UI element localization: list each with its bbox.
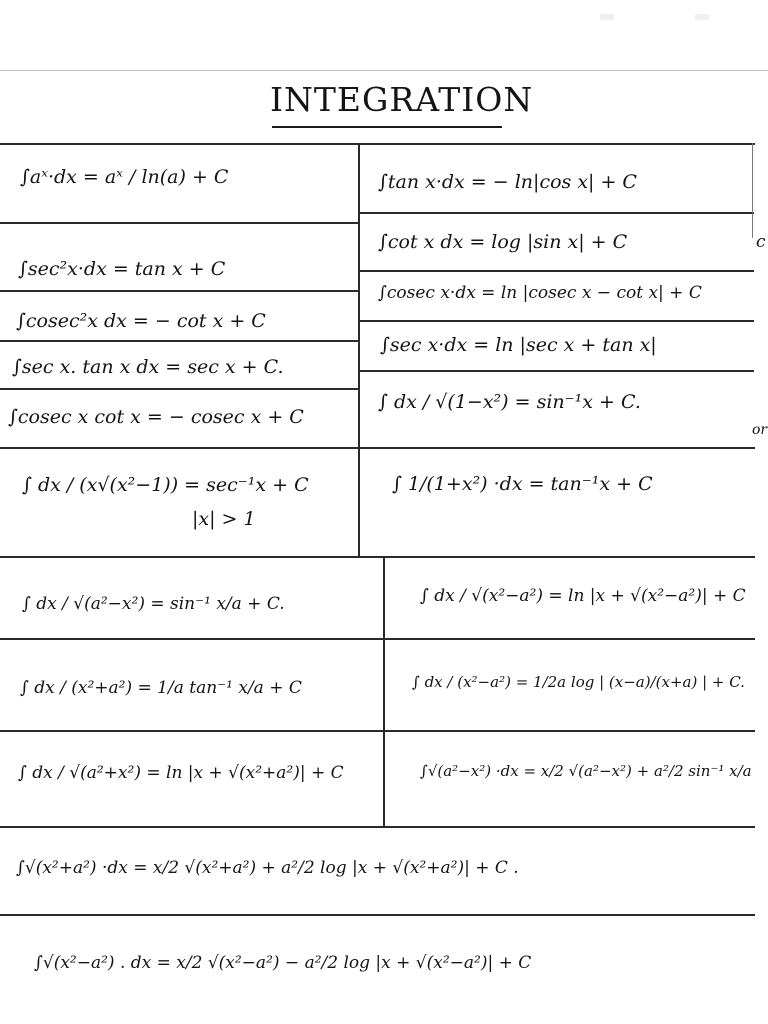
formula-arcsin-unit: ∫ dx / √(1−x²) = sin⁻¹x + C.: [378, 391, 641, 413]
top-margin-line: [0, 70, 768, 71]
table-rule: [360, 212, 754, 214]
page-title: INTEGRATION: [270, 80, 534, 119]
table-rule: [0, 388, 360, 390]
table-rule: [360, 370, 754, 372]
formula-ln-sqrt-plus: ∫ dx / √(a²+x²) = ln |x + √(x²+a²)| + C: [18, 763, 344, 783]
table-rule: [360, 270, 754, 272]
paper-speck: [695, 14, 709, 20]
table-rule: [0, 222, 360, 224]
formula-sqrt-x2-minus-a2: ∫√(x²−a²) . dx = x/2 √(x²−a²) − a²/2 log |x + √(x²−a²)| + C: [34, 953, 532, 973]
formula-arcsec: ∫ dx / (x√(x²−1)) = sec⁻¹x + C: [22, 474, 309, 496]
table-rule: [0, 143, 755, 145]
formula-cosec-cot: ∫cosec x cot x = − cosec x + C: [8, 406, 304, 428]
table-rule: [0, 638, 755, 640]
formula-cot: ∫cot x dx = log |sin x| + C: [378, 231, 628, 253]
column-divider: [358, 143, 360, 556]
table-rule: [0, 340, 360, 342]
paper-speck: [600, 14, 614, 20]
formula-sqrt-x2-plus-a2: ∫√(x²+a²) ·dx = x/2 √(x²+a²) + a²/2 log |x + √(x²+a²)| + C .: [16, 858, 519, 878]
formula-sec-tan: ∫sec x. tan x dx = sec x + C.: [12, 356, 284, 378]
table-rule: [0, 556, 755, 558]
column-divider: [383, 556, 385, 826]
right-edge-line: [752, 143, 753, 238]
formula-arcsec-condition: |x| > 1: [192, 508, 256, 530]
formula-sec-squared: ∫sec²x·dx = tan x + C: [18, 258, 226, 280]
formula-arcsin-a: ∫ dx / √(a²−x²) = sin⁻¹ x/a + C.: [22, 594, 285, 614]
formula-arctan-unit: ∫ 1/(1+x²) ·dx = tan⁻¹x + C: [392, 473, 653, 495]
formula-ln-sqrt-minus: ∫ dx / √(x²−a²) = ln |x + √(x²−a²)| + C: [420, 586, 746, 606]
formula-exponential: ∫aˣ·dx = aˣ / ln(a) + C: [20, 166, 229, 188]
table-rule: [360, 320, 754, 322]
formula-cosec: ∫cosec x·dx = ln |cosec x − cot x| + C: [378, 283, 702, 303]
formula-tan: ∫tan x·dx = − ln|cos x| + C: [378, 171, 637, 193]
formula-arctan-a: ∫ dx / (x²+a²) = 1/a tan⁻¹ x/a + C: [20, 678, 302, 698]
table-rule: [0, 730, 755, 732]
table-rule: [0, 447, 755, 449]
title-underline: [272, 126, 502, 128]
margin-mark: c: [756, 232, 766, 252]
formula-cosec-squared: ∫cosec²x dx = − cot x + C: [16, 310, 266, 332]
formula-log-ratio: ∫ dx / (x²−a²) = 1/2a log | (x−a)/(x+a) | + C.: [412, 673, 745, 691]
table-rule: [0, 914, 755, 916]
formula-sec: ∫sec x·dx = ln |sec x + tan x|: [380, 334, 657, 356]
table-rule: [0, 826, 755, 828]
margin-mark: or: [752, 422, 768, 438]
formula-sqrt-a2-minus-x2: ∫√(a²−x²) ·dx = x/2 √(a²−x²) + a²/2 sin⁻¹ x/a: [420, 762, 752, 780]
table-rule: [0, 290, 360, 292]
